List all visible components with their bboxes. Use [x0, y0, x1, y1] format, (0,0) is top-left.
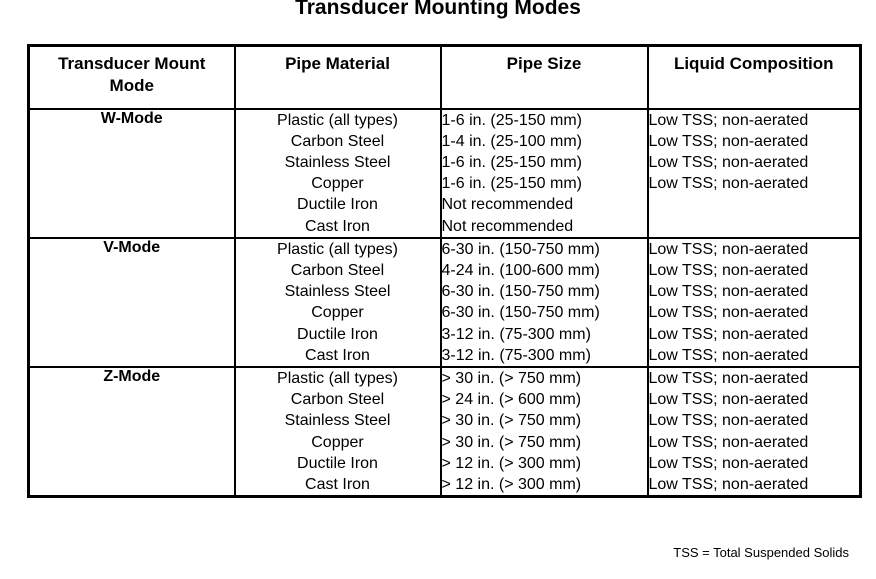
pipe-size-cell [441, 109, 648, 238]
pipe-size-line: 6-30 in. (150-750 mm) [441, 304, 600, 322]
liquid-composition-line: Low TSS; non-aerated [648, 325, 809, 343]
pipe-material-line: Stainless Steel [284, 412, 391, 430]
header-pipe-material: Pipe Material [235, 46, 441, 109]
pipe-material-line: Plastic (all types) [277, 111, 398, 129]
liquid-composition-line: Low TSS; non-aerated [648, 175, 809, 193]
liquid-composition-cell [648, 238, 861, 367]
liquid-composition-line: Low TSS; non-aerated [648, 153, 809, 171]
liquid-composition-line: Low TSS; non-aerated [648, 132, 809, 150]
table-row [29, 367, 861, 497]
table-row [29, 238, 861, 367]
pipe-material-line: Cast Iron [305, 475, 370, 493]
liquid-composition-line: Low TSS; non-aerated [648, 391, 809, 409]
pipe-size-line: Not recommended [441, 196, 574, 214]
mount-mode-cell: W-Mode [29, 109, 235, 238]
mount-mode-cell: Z-Mode [29, 367, 235, 497]
pipe-size-line: > 30 in. (> 750 mm) [441, 412, 582, 430]
table-row [29, 109, 861, 238]
pipe-material-line: Carbon Steel [290, 391, 385, 409]
pipe-size-line: 1-6 in. (25-150 mm) [441, 175, 582, 193]
pipe-material-line: Copper [311, 175, 364, 193]
page-title: Transducer Mounting Modes [295, 0, 581, 19]
liquid-composition-line: Low TSS; non-aerated [648, 412, 809, 430]
liquid-composition-line: Low TSS; non-aerated [648, 304, 809, 322]
transducer-modes-table [27, 44, 862, 498]
pipe-material-line: Carbon Steel [290, 261, 385, 279]
liquid-composition-cell [648, 109, 861, 238]
header-pipe-size: Pipe Size [441, 46, 648, 109]
pipe-material-line: Carbon Steel [290, 132, 385, 150]
pipe-material-cell [235, 367, 441, 497]
pipe-size-line: 6-30 in. (150-750 mm) [441, 240, 600, 258]
pipe-size-line: Not recommended [441, 217, 574, 235]
mount-mode-cell: V-Mode [29, 238, 235, 367]
pipe-size-line: > 30 in. (> 750 mm) [441, 433, 582, 451]
liquid-composition-line: Low TSS; non-aerated [648, 346, 809, 364]
pipe-size-line: > 12 in. (> 300 mm) [441, 454, 582, 472]
pipe-material-cell [235, 109, 441, 238]
pipe-size-line: 1-4 in. (25-100 mm) [441, 132, 582, 150]
liquid-composition-line: Low TSS; non-aerated [648, 261, 809, 279]
liquid-composition-cell [648, 367, 861, 497]
liquid-composition-line: Low TSS; non-aerated [648, 433, 809, 451]
pipe-size-line: > 30 in. (> 750 mm) [441, 369, 582, 387]
pipe-material-line: Plastic (all types) [277, 369, 398, 387]
pipe-size-line: 4-24 in. (100-600 mm) [441, 261, 600, 279]
liquid-composition-line: Low TSS; non-aerated [648, 111, 809, 129]
pipe-size-line: 1-6 in. (25-150 mm) [441, 111, 582, 129]
pipe-material-line: Copper [311, 304, 364, 322]
pipe-material-line: Ductile Iron [297, 325, 378, 343]
liquid-composition-line: Low TSS; non-aerated [648, 454, 809, 472]
table-header-row [29, 46, 861, 109]
header-mount-mode: Transducer Mount Mode [29, 46, 235, 109]
pipe-size-line: > 12 in. (> 300 mm) [441, 475, 582, 493]
pipe-material-line: Ductile Iron [297, 454, 378, 472]
liquid-composition-line: Low TSS; non-aerated [648, 240, 809, 258]
pipe-material-cell [235, 238, 441, 367]
liquid-composition-line: Low TSS; non-aerated [648, 475, 809, 493]
pipe-size-cell [441, 367, 648, 497]
liquid-composition-line: Low TSS; non-aerated [648, 283, 809, 301]
pipe-size-line: 1-6 in. (25-150 mm) [441, 153, 582, 171]
pipe-material-line: Cast Iron [305, 217, 370, 235]
header-liquid-composition: Liquid Composition [648, 46, 861, 109]
pipe-size-line: 6-30 in. (150-750 mm) [441, 283, 600, 301]
pipe-material-line: Stainless Steel [284, 153, 391, 171]
pipe-material-line: Cast Iron [305, 346, 370, 364]
pipe-material-line: Ductile Iron [297, 196, 378, 214]
pipe-size-cell [441, 238, 648, 367]
pipe-size-line: 3-12 in. (75-300 mm) [441, 346, 591, 364]
pipe-material-line: Copper [311, 433, 364, 451]
pipe-size-line: 3-12 in. (75-300 mm) [441, 325, 591, 343]
pipe-size-line: > 24 in. (> 600 mm) [441, 391, 582, 409]
liquid-composition-line: Low TSS; non-aerated [648, 369, 809, 387]
pipe-material-line: Stainless Steel [284, 283, 391, 301]
footnote: TSS = Total Suspended Solids [673, 545, 849, 560]
pipe-material-line: Plastic (all types) [277, 240, 398, 258]
